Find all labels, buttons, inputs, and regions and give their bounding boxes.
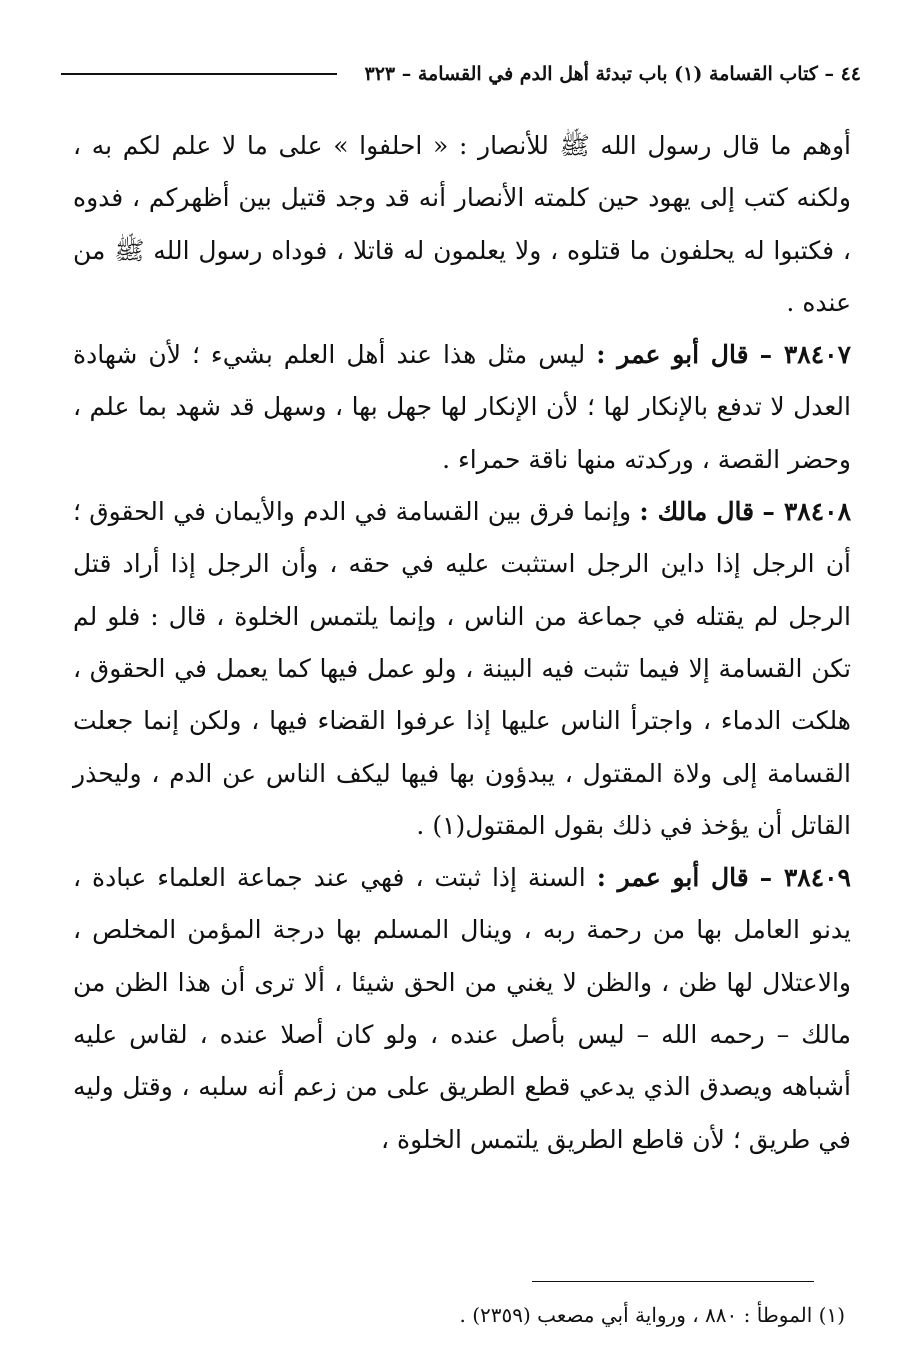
body-text xyxy=(73,120,851,1166)
paragraph-speaker: قال مالك : xyxy=(639,497,755,527)
paragraph-text: وإنما فرق بين القسامة في الدم والأيمان في الحقوق ؛ أن الرجل إذا داين الرجل استثبت عليه في حقه ، وأن الرجل إذا أراد قتل الرجل لم يقتله في جماعة من الناس ، وإنما يلتمس الخلوة ، قال : فلو لم تكن القسامة إلا فيما تثبت فيه البينة ، ولو عمل فيها كما يعمل في الحقوق ، هلكت الدماء ، واجترأ الناس عليها إذا عرفوا القضاء فيها ، ولكن إنما جعلت القسامة إلى ولاة المقتول ، يبدؤون بها فيها ليكف الناس عن الدم ، وليحذر القاتل أن يؤخذ في ذلك بقول المقتول(١) . xyxy=(73,497,851,840)
paragraph-text: السنة إذا ثبتت ، فهي عند جماعة العلماء عبادة ، يدنو العامل بها من رحمة ربه ، وينال المسلم بها درجة المؤمن المخلص ، والاعتلال لها ظن ، والظن لا يغني من الحق شيئا ، ألا ترى أن هذا الظن من مالك – رحمه الله – ليس بأصل عنده ، ولو كان أصلا عنده ، لقاس عليه أشباهه ويصدق الذي يدعي قطع الطريق على من زعم أنه سلبه ، وقتل وليه في طريق ؛ لأن قاطع الطريق يلتمس الخلوة ، xyxy=(73,863,851,1154)
header-rule xyxy=(61,73,337,75)
paragraph-38409 xyxy=(73,852,851,1166)
paragraph-text: ليس مثل هذا عند أهل العلم بشيء ؛ لأن شهادة العدل لا تدفع بالإنكار لها ؛ لأن الإنكار لها جهل بها ، وسهل قد شهد بما علم ، وحضر القصة ، وركدته منها ناقة حمراء . xyxy=(73,340,851,474)
footnote-rule xyxy=(532,1281,814,1282)
footnote: (١) الموطأ : ٨٨٠ ، ورواية أبي مصعب (٢٣٥٩) . xyxy=(459,1303,845,1327)
header-title: ٤٤ – كتاب القسامة (١) باب تبدئة أهل الدم في القسامة – ٣٢٣ xyxy=(364,63,861,85)
paragraph-speaker: قال أبو عمر : xyxy=(596,863,749,893)
paragraph-text: أوهم ما قال رسول الله ﷺ للأنصار : « احلفوا » على ما لا علم لكم به ، ولكنه كتب إلى يهود حين كلمته الأنصار أنه قد وجد قتيل بين أظهركم ، فدوه ، فكتبوا له يحلفون ما قتلوه ، ولا يعلمون له قاتلا ، فوداه رسول الله ﷺ من عنده . xyxy=(73,131,851,317)
paragraph-number: ٣٨٤٠٧ – xyxy=(759,340,851,370)
paragraph-number: ٣٨٤٠٩ – xyxy=(759,863,851,893)
paragraph-38408 xyxy=(73,486,851,852)
paragraph-38407 xyxy=(73,329,851,486)
paragraph-number: ٣٨٤٠٨ – xyxy=(762,497,851,527)
paragraph-continuation xyxy=(73,120,851,329)
running-header xyxy=(61,58,861,90)
paragraph-speaker: قال أبو عمر : xyxy=(596,340,749,370)
